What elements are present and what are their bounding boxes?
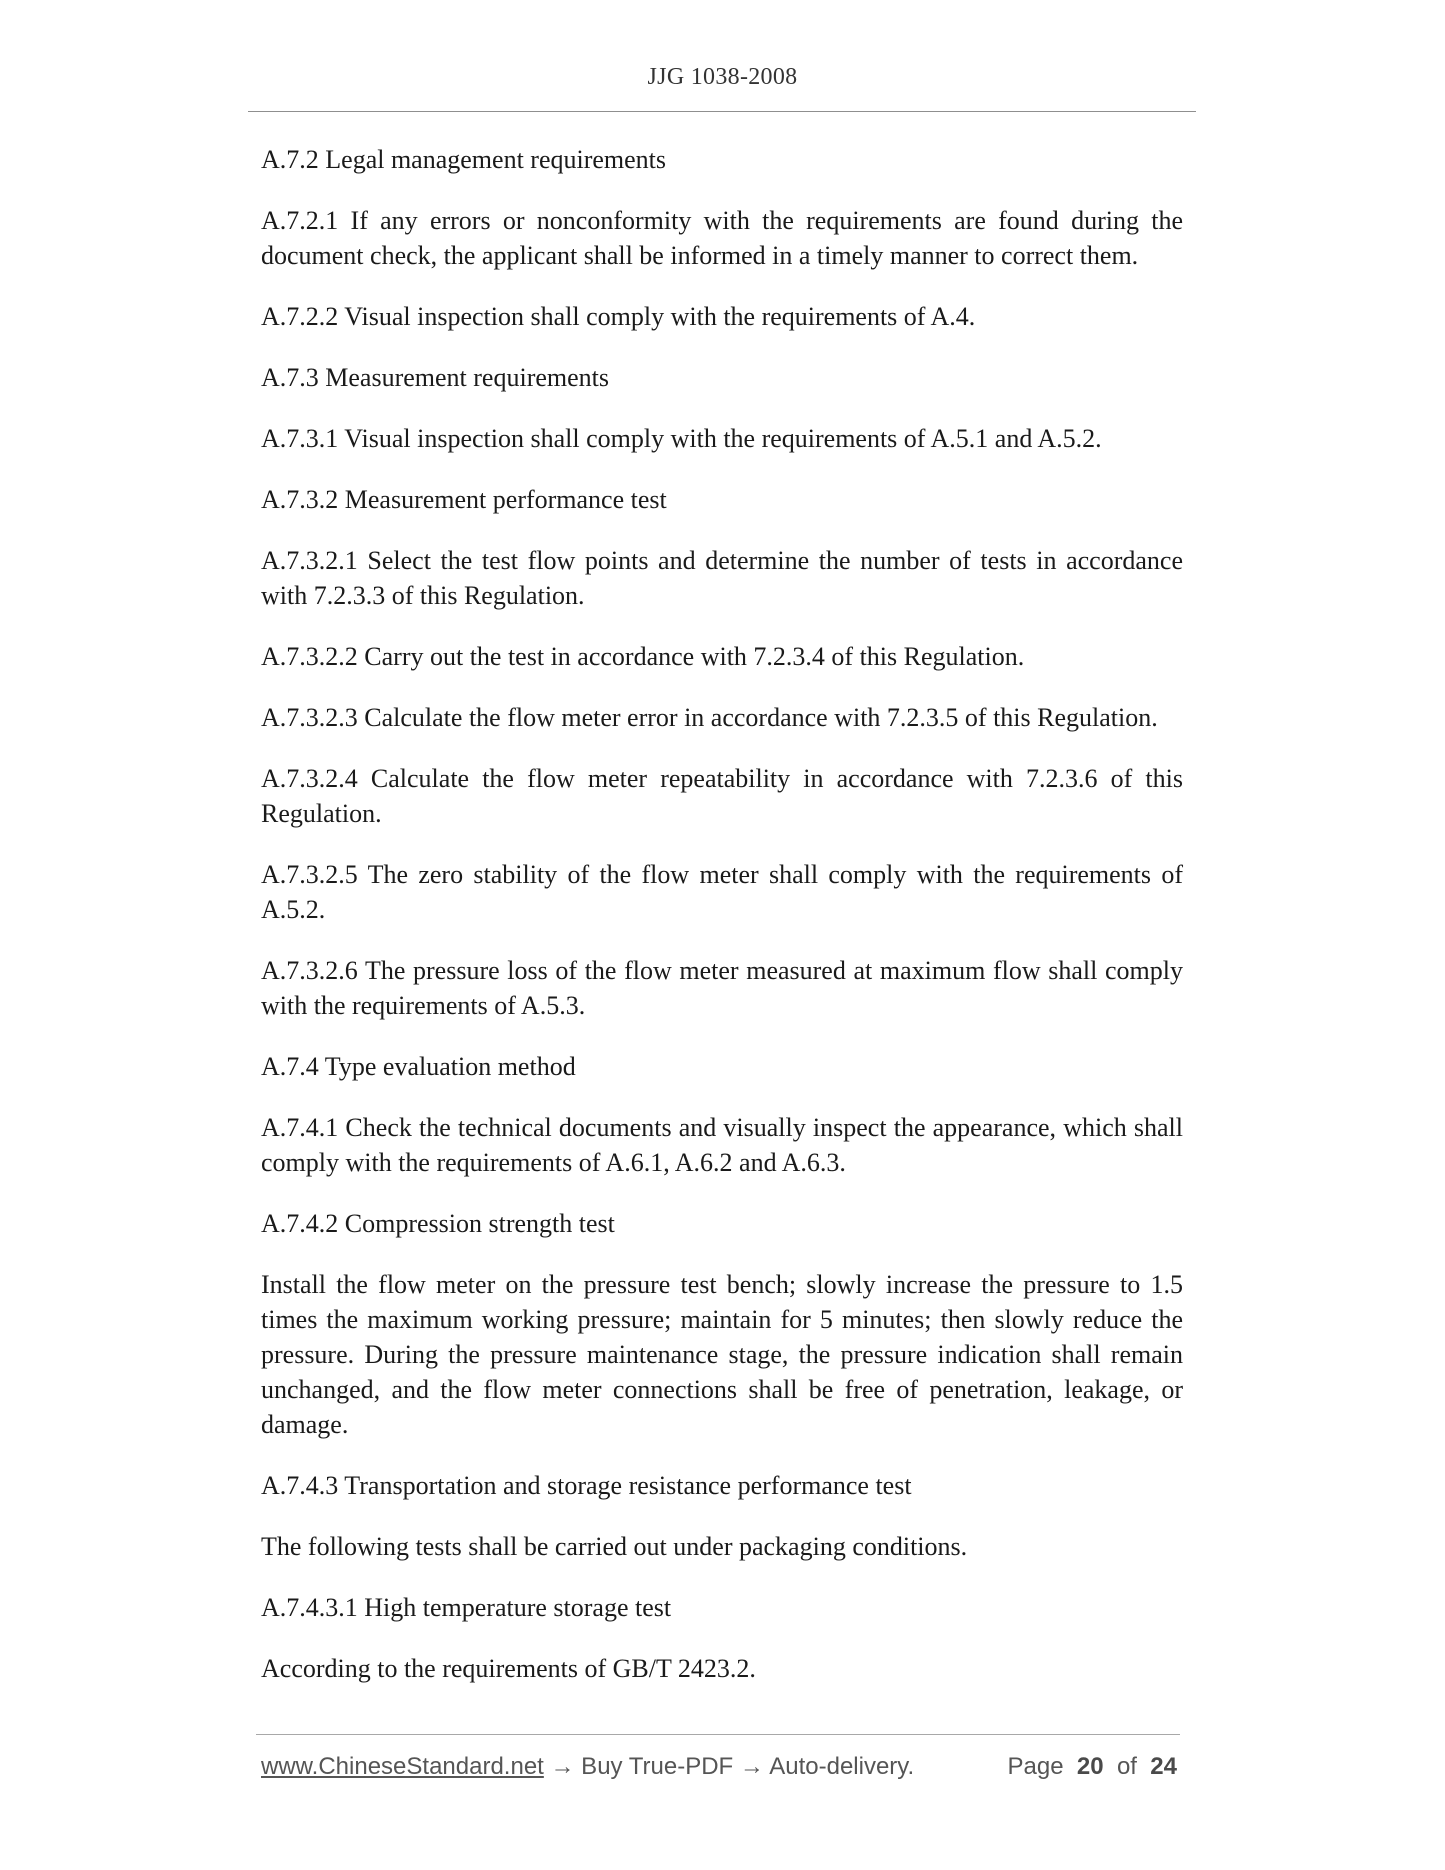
page-current: 20 bbox=[1076, 1753, 1104, 1780]
page-total: 24 bbox=[1150, 1753, 1177, 1780]
clause-a-7-3-2-4: A.7.3.2.4 Calculate the flow meter repeatability in accordance with 7.2.3.6 of this Regulation. bbox=[261, 764, 1183, 828]
page-label: Page bbox=[1007, 1753, 1064, 1780]
section-heading-a-7-2: A.7.2 Legal management requirements bbox=[261, 145, 667, 174]
clause-a-7-3-1: A.7.3.1 Visual inspection shall comply with the requirements of A.5.1 and A.5.2. bbox=[261, 424, 1102, 453]
clause-a-7-3-2-2: A.7.3.2.2 Carry out the test in accordance with 7.2.3.4 of this Regulation. bbox=[261, 642, 1025, 671]
header-divider bbox=[248, 111, 1196, 112]
section-heading-a-7-3-2: A.7.3.2 Measurement performance test bbox=[261, 485, 667, 514]
section-heading-a-7-4-2: A.7.4.2 Compression strength test bbox=[261, 1209, 615, 1238]
section-heading-a-7-4-3-1: A.7.4.3.1 High temperature storage test bbox=[261, 1593, 672, 1622]
clause-a-7-3-2-5: A.7.3.2.5 The zero stability of the flow meter shall comply with the requirements of A.5.2. bbox=[261, 860, 1183, 924]
footer-divider bbox=[256, 1734, 1180, 1735]
footer-promo bbox=[261, 1750, 914, 1784]
document-body bbox=[261, 142, 1183, 1712]
page-indicator bbox=[1007, 1750, 1177, 1784]
section-heading-a-7-4-3: A.7.4.3 Transportation and storage resistance performance test bbox=[261, 1471, 912, 1500]
page-of-label: of bbox=[1116, 1753, 1137, 1780]
section-heading-a-7-4: A.7.4 Type evaluation method bbox=[261, 1052, 576, 1081]
packaging-conditions-paragraph: The following tests shall be carried out under packaging conditions. bbox=[261, 1532, 968, 1561]
clause-a-7-3-2-1: A.7.3.2.1 Select the test flow points and determine the number of tests in accordance with 7.2.3.3 of this Regulation. bbox=[261, 546, 1183, 610]
page-footer bbox=[261, 1750, 1181, 1784]
clause-a-7-3-2-6: A.7.3.2.6 The pressure loss of the flow meter measured at maximum flow shall comply with the requirements of A.5.3. bbox=[261, 956, 1183, 1020]
clause-a-7-3-2-3: A.7.3.2.3 Calculate the flow meter error in accordance with 7.2.3.5 of this Regulation. bbox=[261, 703, 1158, 732]
chinesestandard-link[interactable]: www.ChineseStandard.net bbox=[261, 1753, 544, 1780]
gbt-requirements-paragraph: According to the requirements of GB/T 2423.2. bbox=[261, 1654, 756, 1683]
document-code-header: JJG 1038-2008 bbox=[647, 64, 798, 90]
section-heading-a-7-3: A.7.3 Measurement requirements bbox=[261, 363, 610, 392]
compression-test-paragraph: Install the flow meter on the pressure test bench; slowly increase the pressure to 1.5 times the maximum working pressure; maintain for 5 minutes; then slowly reduce the pressure. During the pressure maintenance stage, the pressure indication shall remain unchanged, and the flow meter connections shall be free of penetration, leakage, or damage. bbox=[261, 1270, 1183, 1439]
clause-a-7-2-1: A.7.2.1 If any errors or nonconformity with the requirements are found during the document check, the applicant shall be informed in a timely manner to correct them. bbox=[261, 206, 1183, 270]
clause-a-7-4-1: A.7.4.1 Check the technical documents and visually inspect the appearance, which shall comply with the requirements of A.6.1, A.6.2 and A.6.3. bbox=[261, 1113, 1183, 1177]
clause-a-7-2-2: A.7.2.2 Visual inspection shall comply with the requirements of A.4. bbox=[261, 302, 976, 331]
footer-tagline: → Buy True-PDF → Auto-delivery. bbox=[543, 1753, 915, 1780]
